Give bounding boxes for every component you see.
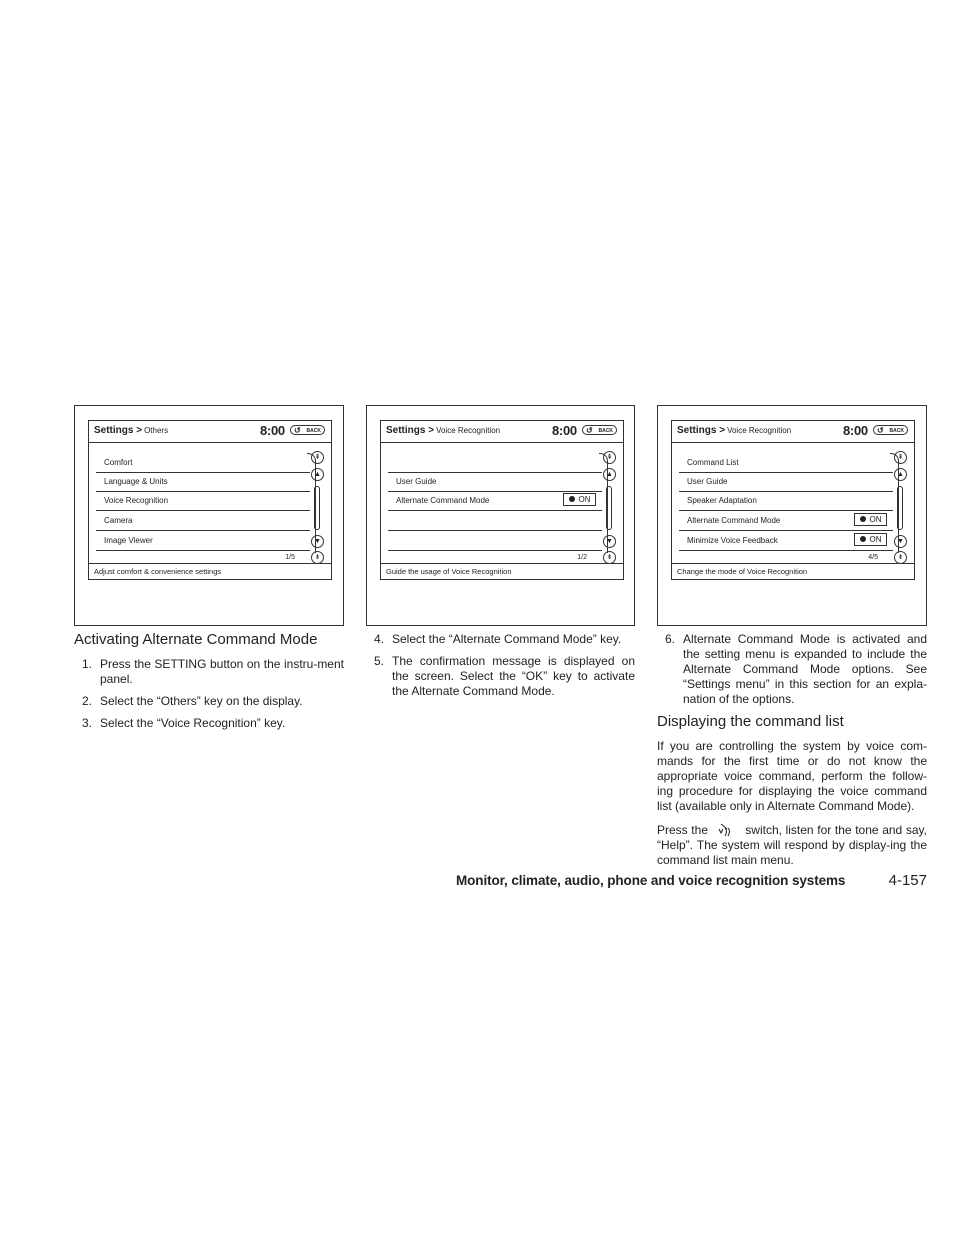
menu-item[interactable] (679, 472, 893, 492)
clock: 8:00 (843, 423, 868, 438)
breadcrumb (677, 425, 791, 436)
menu-item[interactable] (96, 511, 310, 531)
display-screen (380, 420, 624, 580)
scroll-controls (311, 451, 325, 601)
step-number: 5. (374, 654, 385, 668)
scrollbar[interactable] (314, 486, 320, 530)
section-heading-command-list: Displaying the command list (657, 713, 844, 730)
display-screen (88, 420, 332, 580)
step-number: 3. (82, 716, 93, 730)
menu-item-label: Image Viewer (104, 536, 153, 545)
page-up-icon[interactable]: ⇞ (603, 451, 616, 464)
menu-item-label: Alternate Command Mode (687, 516, 781, 525)
step-number: 4. (374, 632, 385, 646)
scroll-up-icon[interactable]: ▲ (603, 468, 616, 481)
breadcrumb-title: Settings (677, 425, 717, 436)
step-text: Alternate Command Mode is activated and the setting menu is expanded to include the Alternate Command Mode options. See “Settings menu” in this section for an expla-nation of the options. (683, 632, 927, 706)
menu-item[interactable] (96, 491, 310, 511)
page-indicator: 4/5 (868, 554, 878, 561)
step-item (74, 694, 344, 709)
menu-list (96, 453, 310, 553)
page-indicator: 1/5 (285, 554, 295, 561)
step-number: 2. (82, 694, 93, 708)
menu-item[interactable] (679, 531, 893, 551)
menu-list (388, 453, 602, 553)
screen-status-bar (89, 563, 331, 579)
back-label: BACK (306, 428, 321, 434)
menu-item-label: Comfort (104, 458, 133, 467)
scrollbar[interactable] (897, 486, 903, 530)
menu-item-label: Language & Units (104, 477, 168, 486)
menu-item-label: Speaker Adaptation (687, 496, 757, 505)
menu-item[interactable] (388, 491, 602, 511)
status-text: Change the mode of Voice Recognition (677, 567, 808, 576)
display-screen (671, 420, 915, 580)
steps-list-1 (74, 657, 344, 738)
menu-item[interactable] (388, 453, 602, 473)
menu-item-label: Minimize Voice Feedback (687, 536, 778, 545)
paragraph-text-before: Press the (657, 823, 708, 837)
steps-list-2 (366, 632, 635, 706)
scroll-up-icon[interactable]: ▲ (311, 468, 324, 481)
page-down-icon[interactable]: ⇟ (311, 551, 324, 564)
scroll-controls (894, 451, 908, 601)
menu-item-label: Command List (687, 458, 739, 467)
menu-item-label: Voice Recognition (104, 496, 169, 505)
toggle-label: ON (578, 495, 591, 504)
breadcrumb-separator: > (136, 425, 143, 436)
menu-item[interactable] (679, 491, 893, 511)
menu-item-label: Alternate Command Mode (396, 496, 490, 505)
status-text: Adjust comfort & convenience settings (94, 567, 222, 576)
clock: 8:00 (260, 423, 285, 438)
breadcrumb-title: Settings (94, 425, 134, 436)
page-indicator: 1/2 (577, 554, 587, 561)
toggle-indicator-icon (860, 536, 866, 542)
menu-item[interactable] (679, 453, 893, 473)
screen-header (381, 421, 623, 443)
scroll-down-icon[interactable]: ▼ (603, 535, 616, 548)
menu-item[interactable] (96, 453, 310, 473)
menu-item-label: User Guide (687, 477, 728, 486)
on-toggle[interactable] (563, 493, 596, 506)
screen-status-bar (381, 563, 623, 579)
menu-item[interactable] (388, 511, 602, 531)
page-footer (456, 873, 927, 888)
paragraph-text-after: switch, listen for the tone and say, “Help”. The system will respond by display-ing the command list main menu. (657, 823, 927, 867)
step-text: Select the “Others” key on the display. (100, 694, 303, 708)
step-text: The confirmation message is displayed on the screen. Select the “OK” key to activate the Alternate Command Mode. (392, 654, 635, 698)
scroll-down-icon[interactable]: ▼ (894, 535, 907, 548)
step-item (657, 632, 927, 707)
menu-list (679, 453, 893, 553)
back-button[interactable] (582, 425, 617, 435)
toggle-indicator-icon (860, 516, 866, 522)
step-text: Press the SETTING button on the instru-ment panel. (100, 657, 344, 686)
back-arrow-icon: ↺ (294, 426, 301, 435)
step-item (74, 716, 344, 731)
menu-item[interactable] (679, 511, 893, 531)
breadcrumb-separator: > (428, 425, 435, 436)
page-up-icon[interactable]: ⇞ (894, 451, 907, 464)
page-down-icon[interactable]: ⇟ (894, 551, 907, 564)
step-text: Select the “Alternate Command Mode” key. (392, 632, 622, 646)
footer-section-title: Monitor, climate, audio, phone and voice recognition systems (456, 873, 846, 888)
menu-item[interactable] (96, 531, 310, 551)
scroll-down-icon[interactable]: ▼ (311, 535, 324, 548)
step-number: 6. (665, 632, 676, 646)
step-number: 1. (82, 657, 93, 671)
back-label: BACK (598, 428, 613, 434)
breadcrumb-title: Settings (386, 425, 426, 436)
on-toggle[interactable] (854, 533, 887, 546)
breadcrumb (94, 425, 168, 436)
scrollbar[interactable] (606, 486, 612, 530)
scroll-controls (603, 451, 617, 601)
breadcrumb-separator: > (719, 425, 726, 436)
step-item (366, 654, 635, 699)
step-text: Select the “Voice Recognition” key. (100, 716, 286, 730)
status-text: Guide the usage of Voice Recognition (386, 567, 512, 576)
back-arrow-icon: ↺ (586, 426, 593, 435)
screen-status-bar (672, 563, 914, 579)
page-up-icon[interactable]: ⇞ (311, 451, 324, 464)
talk-switch-icon (712, 823, 742, 837)
step-item (74, 657, 344, 687)
paragraph-press-talk-switch (657, 823, 927, 868)
screen-header (672, 421, 914, 443)
steps-list-3 (657, 632, 927, 714)
back-label: BACK (889, 428, 904, 434)
menu-item[interactable] (96, 472, 310, 492)
section-heading-activating: Activating Alternate Command Mode (74, 631, 318, 648)
toggle-label: ON (869, 535, 882, 544)
menu-item-label: Camera (104, 516, 133, 525)
menu-item-label: User Guide (396, 477, 437, 486)
figure-voice-recognition-menu (366, 405, 635, 626)
figure-voice-recognition-expanded-menu (657, 405, 927, 626)
breadcrumb-subtitle: Voice Recognition (727, 426, 792, 435)
on-toggle[interactable] (854, 513, 887, 526)
back-button[interactable] (290, 425, 325, 435)
paragraph-command-list-intro: If you are controlling the system by voice com-mands for the first time or do not know the appropriate voice command, perform the follow-ing procedure for displaying the voice command list (available only in Alternate Command Mode). (657, 739, 927, 813)
figure-others-menu (74, 405, 344, 626)
step-item (366, 632, 635, 647)
page-down-icon[interactable]: ⇟ (603, 551, 616, 564)
menu-item[interactable] (388, 531, 602, 551)
breadcrumb-subtitle: Voice Recognition (436, 426, 501, 435)
clock: 8:00 (552, 423, 577, 438)
footer-page-number: 4-157 (888, 872, 927, 889)
back-button[interactable] (873, 425, 908, 435)
menu-item[interactable] (388, 472, 602, 492)
toggle-indicator-icon (569, 496, 575, 502)
breadcrumb-subtitle: Others (144, 426, 169, 435)
back-arrow-icon: ↺ (877, 426, 884, 435)
screen-header (89, 421, 331, 443)
toggle-label: ON (869, 515, 882, 524)
breadcrumb (386, 425, 500, 436)
scroll-up-icon[interactable]: ▲ (894, 468, 907, 481)
